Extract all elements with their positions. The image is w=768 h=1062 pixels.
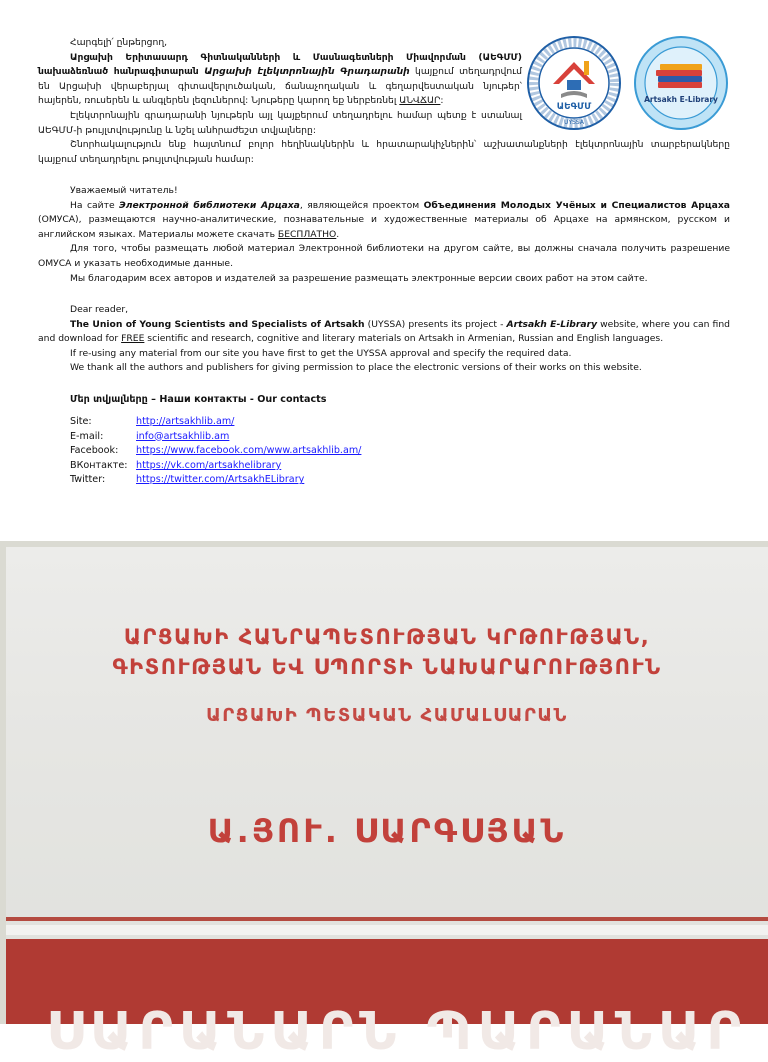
book-cover xyxy=(6,547,768,1062)
ru-p1-library-name: Электронной библиотеки Арцаха xyxy=(119,199,300,211)
ru-p1-g: . xyxy=(336,228,340,240)
hy-p1-free: ԱՆՎՃԱՐ xyxy=(399,95,441,107)
contact-label: Facebook: xyxy=(70,445,119,457)
ru-p1-e: (ОМУСА), размещаются научно-аналитические, познавательные и художественные материалы об Арцахе на армянском, русском и английском языках. Материалы можете скачать xyxy=(38,214,730,240)
uyssa-logo-center-text: ԱԵԳՄՄ xyxy=(556,102,592,112)
contacts-list xyxy=(70,415,361,488)
site-link[interactable]: http://artsakhlib.am/ xyxy=(136,416,235,427)
cover-red-stripe xyxy=(6,917,768,921)
hy-paragraph-3: Շնորհակալություն ենք հայտնում բոլոր հեղինակներին և հրատարակիչներին՝ աշխատանքների էլեկտրոնային տարբերակները կայքում տեղադրելու թույլտվության համար: xyxy=(38,139,730,165)
hy-p1-c: կայքում տեղադրվում են Արցախի վերաբերյալ գիտավերլուծական, ճանաչողական և գեղարվեստական նյութեր՝ հայերեն, ռուսերեն և անգլերեն լեզուներով: Նյութերը կարող եք ներբեռնել xyxy=(38,66,522,107)
en-p1-f: scientific and research, cognitive and literary materials on Artsakh in Armenian, Russian and English languages. xyxy=(144,333,664,345)
twitter-link[interactable]: https://twitter.com/ArtsakhELibrary xyxy=(136,474,305,486)
en-p1-d: website, where you can find and download for xyxy=(38,318,730,345)
hy-p1-a: Արցախի Երիտասարդ Գիտնականների և Մասնագետների Միավորման (ԱԵԳՄՄ) նախաձեռնած հանրագիտարան xyxy=(38,51,522,78)
contact-label: Site: xyxy=(70,416,92,427)
en-p1-free: FREE xyxy=(121,333,145,345)
cover-university: ԱՐՑԱԽԻ ՊԵՏԱԿԱՆ ՀԱՄԱԼՍԱՐԱՆ xyxy=(206,705,568,726)
ru-p1-free: БЕСПЛАТНО xyxy=(277,228,337,240)
uyssa-logo xyxy=(527,36,621,130)
armenian-intro xyxy=(38,36,522,138)
ru-p1-union-name: Объединения Молодых Учёных и Специалистов Арцаха xyxy=(423,199,731,211)
contact-row-vk xyxy=(70,459,361,474)
cover-bottom-title: ՍԱՐԱՆԱՐՆ ՊԱՐԱՆԱՐ xyxy=(46,1002,747,1062)
contact-row-email xyxy=(70,430,361,445)
en-p1-union-name: The Union of Young Scientists and Specialists of Artsakh xyxy=(70,318,365,330)
ru-paragraph-1 xyxy=(38,199,730,243)
armenian-thanks xyxy=(38,138,730,167)
cover-ministry-line-2: ԳԻՏՈՒԹՅԱՆ ԵՎ ՍՊՈՐՏԻ ՆԱԽԱՐԱՐՈՒԹՅՈՒՆ xyxy=(112,655,662,679)
en-paragraph-3: We thank all the authors and publishers for giving permission to place the electronic versions of their works on this website. xyxy=(70,362,642,374)
hy-p1-e: : xyxy=(440,95,444,107)
english-section xyxy=(38,303,730,376)
cover-author: Ա.ՅՈՒ. ՍԱՐԳՍՅԱՆ xyxy=(207,812,567,850)
hy-paragraph-1 xyxy=(38,51,522,109)
ru-paragraph-3: Мы благодарим всех авторов и издателей за разрешение размещать электронные версии своих работ на этом сайте. xyxy=(70,272,648,284)
contact-row-twitter xyxy=(70,473,361,488)
ru-greeting: Уважаемый читатель! xyxy=(70,185,178,196)
ru-paragraph-2: Для того, чтобы размещать любой материал Электронной библиотеки на другом сайте, вы должны сначала получить разрешение ОМУСА и указать необходимые данные. xyxy=(38,243,730,269)
en-paragraph-2: If re-using any material from our site you have first to get the UYSSA approval and specify the required data. xyxy=(70,347,572,359)
artsakh-elibrary-logo xyxy=(634,36,728,130)
uyssa-logo-ring-text: UYSSA xyxy=(564,119,584,126)
en-p1-library-name: Artsakh E-Library xyxy=(506,318,598,330)
book-cover-photo xyxy=(0,541,768,1062)
en-p1-b: (UYSSA) presents its project - xyxy=(364,318,507,330)
contact-row-facebook xyxy=(70,444,361,459)
cover-ministry-line-1: ԱՐՑԱԽԻ ՀԱՆՐԱՊԵՏՈՒԹՅԱՆ ԿՐԹՈՒԹՅԱՆ, xyxy=(123,625,651,649)
facebook-link[interactable]: https://www.facebook.com/www.artsakhlib.am/ xyxy=(136,445,362,457)
hy-greeting: Հարգելի՛ ընթերցող, xyxy=(70,37,168,48)
russian-section xyxy=(38,184,730,286)
contact-row-site xyxy=(70,415,361,430)
contacts-title: Մեր տվյալները – Наши контакты - Our contacts xyxy=(70,394,327,405)
en-paragraph-1 xyxy=(38,318,730,347)
vk-link[interactable]: https://vk.com/artsakhelibrary xyxy=(136,459,282,471)
email-link[interactable]: info@artsakhlib.am xyxy=(136,430,230,442)
ru-p1-c: , являющейся проектом xyxy=(299,199,424,211)
hy-p1-library-name: Արցախի էլեկտրոնային Գրադարանի xyxy=(204,66,410,78)
contact-label: E-mail: xyxy=(70,430,104,442)
contact-label: ВКонтакте: xyxy=(70,459,128,471)
ru-p1-a: На сайте xyxy=(70,199,120,211)
cover-white-stripe xyxy=(6,925,768,935)
en-greeting: Dear reader, xyxy=(70,304,129,315)
hy-paragraph-2: Էլեկտրոնային գրադարանի նյութերն այլ կայքերում տեղադրելու համար պետք է ստանալ ԱԵԳՄՄ-ի թույլտվությունը և նշել անհրաժեշտ տվյալները: xyxy=(38,109,522,136)
elibrary-logo-label: Artsakh E-Library xyxy=(644,95,718,104)
contact-label: Twitter: xyxy=(70,474,106,486)
